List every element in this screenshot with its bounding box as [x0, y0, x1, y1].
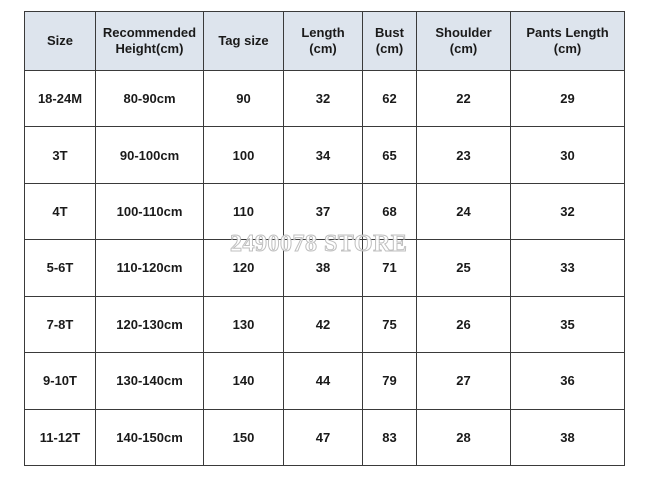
header-length: Length (cm)	[284, 12, 363, 71]
cell-bust: 75	[363, 296, 417, 352]
header-tag-size: Tag size	[204, 12, 284, 71]
cell-bust: 65	[363, 127, 417, 183]
cell-pants-length: 38	[511, 409, 625, 465]
cell-shoulder: 23	[417, 127, 511, 183]
table-body	[25, 71, 625, 466]
cell-bust: 71	[363, 240, 417, 296]
cell-pants-length: 32	[511, 183, 625, 239]
cell-tag-size: 140	[204, 353, 284, 409]
cell-size: 5-6T	[25, 240, 96, 296]
table-header	[25, 12, 625, 71]
cell-size: 3T	[25, 127, 96, 183]
cell-size: 7-8T	[25, 296, 96, 352]
cell-height: 120-130cm	[96, 296, 204, 352]
cell-shoulder: 25	[417, 240, 511, 296]
cell-height: 110-120cm	[96, 240, 204, 296]
table-row	[25, 353, 625, 409]
header-size: Size	[25, 12, 96, 71]
store-watermark: 2490078 STORE	[230, 231, 408, 257]
table-row	[25, 296, 625, 352]
header-pants-length: Pants Length (cm)	[511, 12, 625, 71]
cell-bust: 79	[363, 353, 417, 409]
cell-height: 80-90cm	[96, 71, 204, 127]
cell-length: 42	[284, 296, 363, 352]
table-row	[25, 240, 625, 296]
header-shoulder: Shoulder (cm)	[417, 12, 511, 71]
cell-tag-size: 150	[204, 409, 284, 465]
cell-tag-size: 100	[204, 127, 284, 183]
cell-pants-length: 33	[511, 240, 625, 296]
cell-size: 4T	[25, 183, 96, 239]
cell-size: 9-10T	[25, 353, 96, 409]
cell-pants-length: 29	[511, 71, 625, 127]
cell-height: 130-140cm	[96, 353, 204, 409]
table-row	[25, 409, 625, 465]
cell-tag-size: 130	[204, 296, 284, 352]
cell-length: 32	[284, 71, 363, 127]
cell-shoulder: 22	[417, 71, 511, 127]
cell-height: 100-110cm	[96, 183, 204, 239]
header-bust: Bust (cm)	[363, 12, 417, 71]
cell-length: 37	[284, 183, 363, 239]
cell-height: 140-150cm	[96, 409, 204, 465]
cell-length: 34	[284, 127, 363, 183]
cell-size: 11-12T	[25, 409, 96, 465]
cell-bust: 83	[363, 409, 417, 465]
table-row	[25, 127, 625, 183]
header-recommended-height: Recommended Height(cm)	[96, 12, 204, 71]
table-row	[25, 71, 625, 127]
cell-shoulder: 28	[417, 409, 511, 465]
cell-bust: 62	[363, 71, 417, 127]
cell-pants-length: 35	[511, 296, 625, 352]
cell-shoulder: 26	[417, 296, 511, 352]
cell-length: 38	[284, 240, 363, 296]
cell-bust: 68	[363, 183, 417, 239]
cell-height: 90-100cm	[96, 127, 204, 183]
cell-length: 47	[284, 409, 363, 465]
cell-shoulder: 24	[417, 183, 511, 239]
cell-length: 44	[284, 353, 363, 409]
cell-pants-length: 30	[511, 127, 625, 183]
cell-pants-length: 36	[511, 353, 625, 409]
size-chart-table	[24, 11, 625, 466]
cell-shoulder: 27	[417, 353, 511, 409]
cell-tag-size: 90	[204, 71, 284, 127]
header-row	[25, 12, 625, 71]
cell-tag-size: 120	[204, 240, 284, 296]
table-row	[25, 183, 625, 239]
cell-tag-size: 110	[204, 183, 284, 239]
cell-size: 18-24M	[25, 71, 96, 127]
